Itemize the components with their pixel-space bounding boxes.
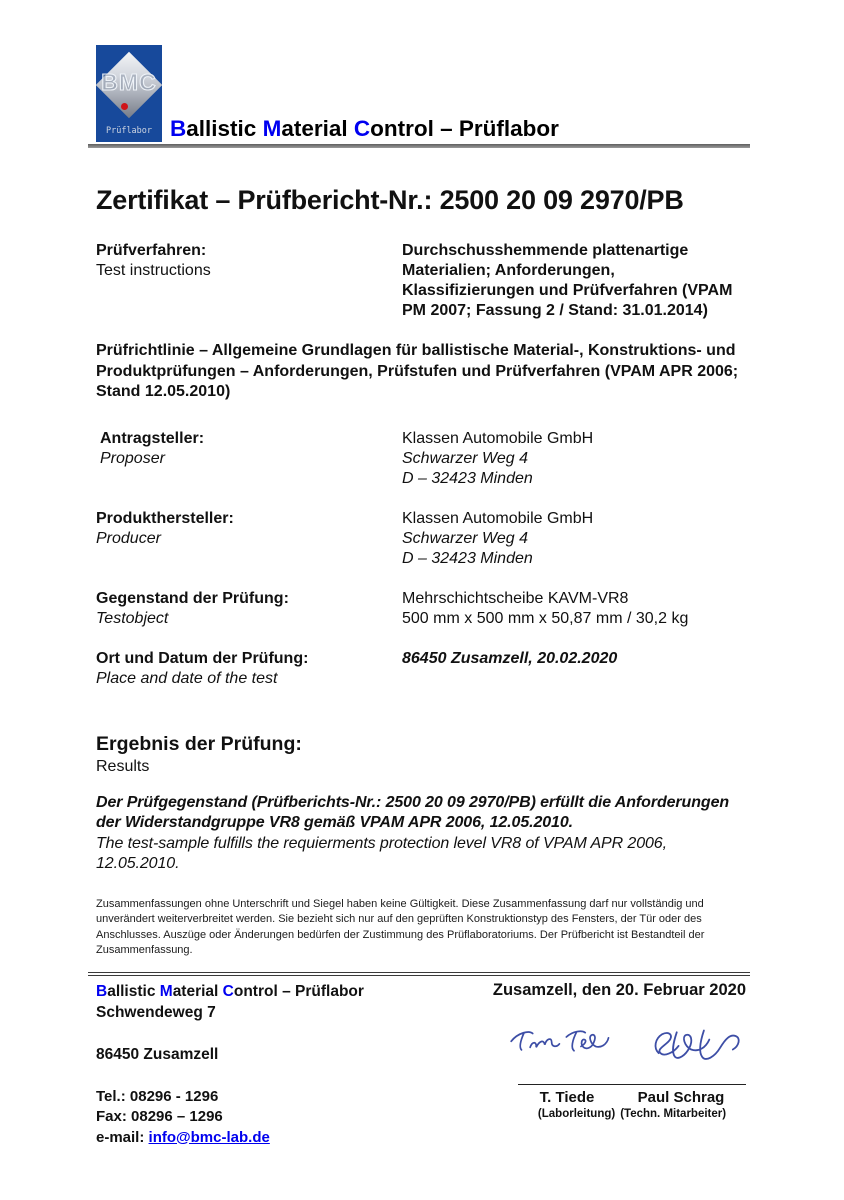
- footer-tel: Tel.: 08296 - 1296: [96, 1087, 219, 1105]
- label-en: Place and date of the test: [96, 669, 278, 687]
- email-label: e-mail:: [96, 1128, 145, 1146]
- field-value: [402, 589, 746, 629]
- footer-city: 86450 Zusamzell: [96, 1045, 219, 1063]
- footer-company-line: [96, 981, 451, 1002]
- brand-initial: B: [96, 982, 108, 1000]
- field-label: [96, 649, 402, 689]
- signer2-role: (Techn. Mitarbeiter): [620, 1107, 727, 1120]
- certificate-heading: Zertifikat – Prüfbericht-Nr.: 2500 20 09 2970/PB: [96, 185, 684, 215]
- signer-roles: [518, 1108, 746, 1120]
- label-en: Proposer: [100, 449, 165, 467]
- address-line: Schwarzer Weg 4: [402, 529, 528, 547]
- logo-bmc-text: BMC: [101, 69, 157, 95]
- result-text-en: The test-sample fulfills the requierments protection level VR8 of VPAM APR 2006, 12.05.2010.: [96, 834, 667, 872]
- label-en: Testobject: [96, 609, 169, 627]
- field-antragsteller: [96, 429, 746, 489]
- brand-initial: M: [262, 116, 282, 141]
- field-value: 86450 Zusamzell, 20.02.2020: [402, 649, 618, 667]
- brand-initial: C: [222, 982, 234, 1000]
- testobject-line: 500 mm x 500 mm x 50,87 mm / 30,2 kg: [402, 609, 689, 627]
- signer1-name: T. Tiede: [539, 1088, 595, 1106]
- footer-contact: [96, 1087, 451, 1149]
- label-en: Producer: [96, 529, 161, 547]
- field-label: [96, 589, 402, 629]
- field-ort-datum: [96, 649, 746, 689]
- address-line: D – 32423 Minden: [402, 549, 533, 567]
- company-name: Klassen Automobile GmbH: [402, 429, 594, 447]
- brand-word: ontrol – Prüflabor: [370, 116, 559, 141]
- pruefrichtlinie-paragraph: Prüfrichtlinie – Allgemeine Grundlagen für ballistische Material-, Konstruktions- und Produktprüfungen – Anforderungen, Prüfstufen und Prüfverfahren (VPAM APR 2006; Stand 12.05.2010): [96, 342, 739, 400]
- signer2-name: Paul Schrag: [637, 1088, 725, 1106]
- field-value: [402, 429, 746, 489]
- label-de: Prüfverfahren:: [96, 242, 207, 259]
- label-de: Ort und Datum der Prüfung:: [96, 649, 309, 667]
- brand-word: ontrol – Prüflabor: [233, 982, 364, 1000]
- footer-fax: Fax: 08296 – 1296: [96, 1108, 223, 1125]
- label-en: Test instructions: [96, 262, 211, 279]
- brand-word: aterial: [172, 982, 219, 1000]
- signature-schrag: [646, 1020, 750, 1070]
- brand-initial: B: [170, 116, 187, 141]
- footer-signature-block: [451, 981, 746, 1149]
- results-section: [96, 733, 746, 875]
- email-link[interactable]: info@bmc-lab.de: [148, 1128, 270, 1146]
- field-gegenstand: [96, 589, 746, 629]
- disclaimer-text: Zusammenfassungen ohne Unterschrift und Siegel haben keine Gültigkeit. Diese Zusammenfassung darf nur vollständig und unverändert weiterverbreitet werden. Sie bezieht sich nur auf den geprüften Konstruktionstyp des Fensters, der Tür oder des Anschlusses. Auszüge oder Änderungen bedürfen der Zustimmung des Prüflaboratoriums. Der Prüfbericht ist Bestandteil der Zusammenfassung.: [96, 897, 705, 956]
- field-label: [96, 429, 402, 469]
- testobject-line: Mehrschichtscheibe KAVM-VR8: [402, 589, 629, 607]
- brand-word: allistic: [107, 982, 156, 1000]
- signer1-role: (Laborleitung): [537, 1107, 616, 1120]
- label-de: Antragsteller:: [100, 429, 205, 447]
- bmc-logo: [96, 45, 162, 142]
- field-pruefverfahren: [96, 241, 746, 321]
- field-value: [402, 509, 746, 569]
- logo-red-dot: [121, 103, 128, 110]
- signatures-row: [451, 1020, 750, 1070]
- signature-tiede: [506, 1020, 618, 1066]
- brand-word: aterial: [281, 116, 348, 141]
- company-title: [170, 116, 559, 142]
- footer-address-block: [96, 981, 451, 1149]
- footer: [96, 981, 746, 1149]
- field-value: Durchschusshemmende plattenartige Materialien; Anforderungen, Klassifizierungen und Prüfverfahren (VPAM PM 2007; Fassung 2 / Stand: 31.01.2014): [402, 242, 733, 319]
- results-heading-en: Results: [96, 757, 150, 775]
- field-produkthersteller: [96, 509, 746, 569]
- masthead: [96, 45, 746, 142]
- signature-line: [518, 1084, 746, 1085]
- label-de: Gegenstand der Prüfung:: [96, 589, 289, 607]
- header-divider: [88, 144, 750, 148]
- brand-initial: M: [159, 982, 173, 1000]
- logo-pruflabor-text: Prüflabor: [105, 126, 153, 136]
- result-text-de: Der Prüfgegenstand (Prüfberichts-Nr.: 2500 20 09 2970/PB) erfüllt die Anforderungen der Widerstandgruppe VR8 gemäß VPAM APR 2006, 12.05.2010.: [96, 793, 730, 831]
- brand-initial: C: [353, 116, 371, 141]
- footer-street: Schwendeweg 7: [96, 1003, 216, 1021]
- field-label: [96, 509, 402, 549]
- result-paragraph: [96, 793, 746, 875]
- address-line: Schwarzer Weg 4: [402, 449, 528, 467]
- signer-names: [518, 1089, 746, 1106]
- results-heading-de: Ergebnis der Prüfung:: [96, 732, 302, 755]
- footer-email-line: [96, 1128, 451, 1149]
- company-name: Klassen Automobile GmbH: [402, 509, 594, 527]
- field-label: [96, 241, 402, 281]
- footer-date: Zusamzell, den 20. Februar 2020: [492, 980, 746, 999]
- footer-divider: [88, 972, 750, 976]
- signature-names-block: [518, 1084, 746, 1120]
- brand-word: allistic: [186, 116, 257, 141]
- address-line: D – 32423 Minden: [402, 469, 533, 487]
- label-de: Produkthersteller:: [96, 509, 234, 527]
